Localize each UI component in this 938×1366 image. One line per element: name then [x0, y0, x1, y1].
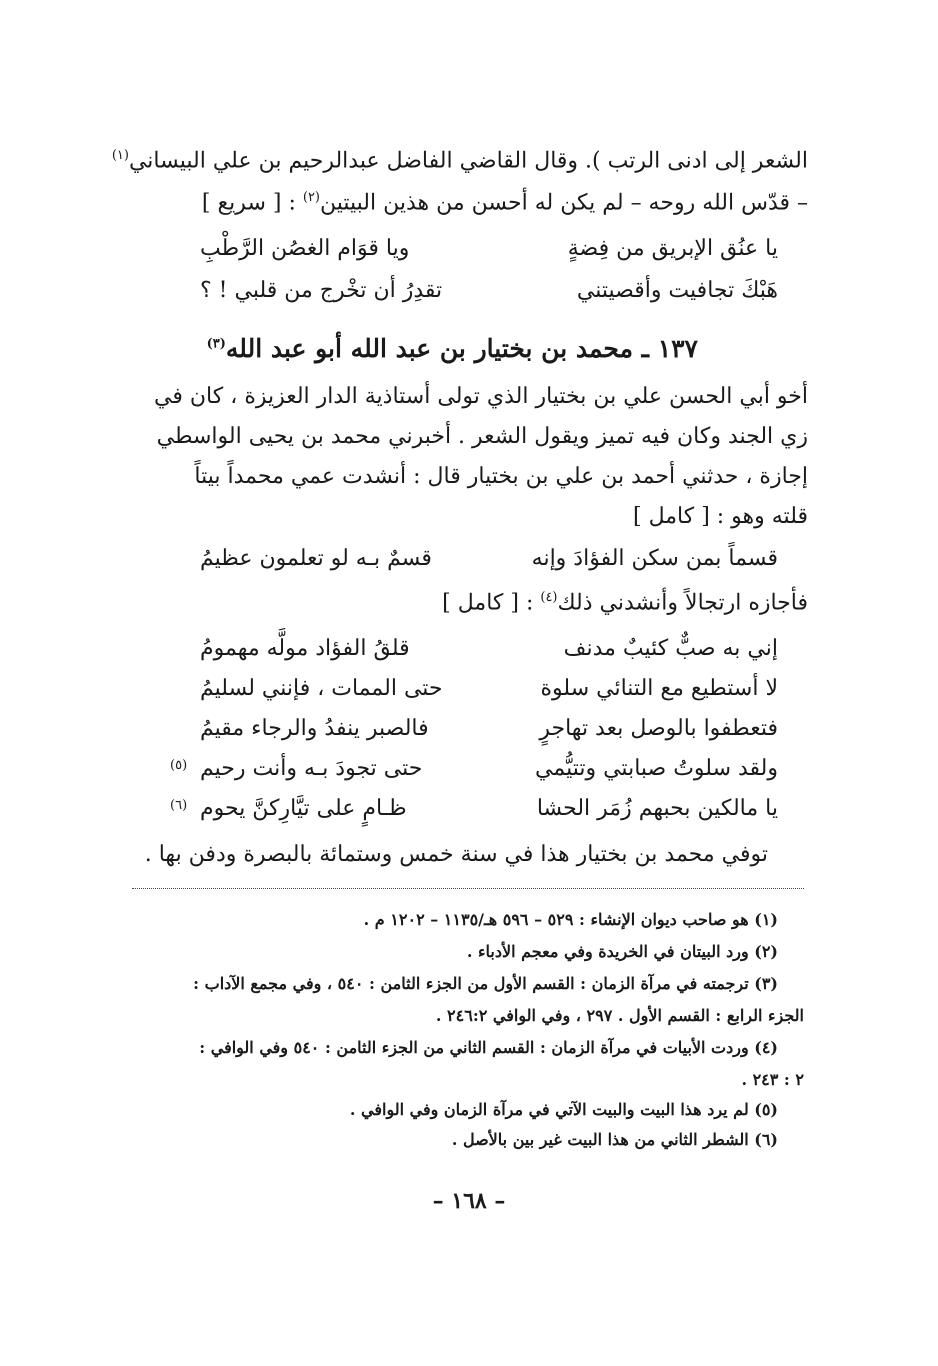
footnote: (١) هو صاحب ديوان الإنشاء : ٥٢٩ – ٥٩٦ هـ/١١٣٥ – ١٢٠٢ م . [363, 910, 778, 929]
verse-hemistich-left: فالصبر ينفدُ والرجاء مقيمُ [200, 716, 429, 741]
footnote: (٤) وردت الأبيات في مرآة الزمان : القسم الثاني من الجزء الثامن : ٥٤٠ وفي الوافي : [199, 1038, 778, 1057]
verse-hemistich-right: فتعطفوا بالوصل بعد تهاجرٍ [539, 716, 778, 741]
prose-text: الشعر إلى ادنى الرتب ). وقال القاضي الفاضل عبدالرحيم بن علي البيساني [128, 148, 808, 174]
footnote-continuation: ٢ : ٢٤٣ . [741, 1070, 804, 1089]
footnote-continuation: الجزء الرابع : القسم الأول . ٢٩٧ ، وفي الوافي ٢٤٦:٢ . [435, 1006, 804, 1025]
meter-label: : [ كامل ] [442, 590, 534, 616]
meter-label: : [ سريع ] [201, 190, 296, 216]
footnote-marker: (٢) [302, 190, 320, 205]
paragraph-line: زي الجند وكان فيه تميز ويقول الشعر . أخبرني محمد بن يحيى الواسطي [156, 424, 808, 449]
prose-line-2 [202, 190, 808, 215]
footnote: (٦) الشطر الثاني من هذا البيت غير بين بالأصل . [451, 1130, 778, 1149]
footnote-marker: (٣) [206, 336, 226, 352]
entry-heading [207, 334, 698, 363]
paragraph-line: أخو أبي الحسن علي بن بختيار الذي تولى أستاذية الدار العزيزة ، كان في [154, 384, 808, 409]
verse-hemistich-left: حتى تجودَ بـه وأنت رحيم [200, 756, 423, 781]
verse-hemistich-left: ظـامٍ على تيَّارِكنَّ يحوم [200, 796, 407, 821]
verse-hemistich-left: تقدِرُ أن تخْرج من قلبي ! ؟ [200, 278, 443, 303]
footnote-separator [132, 888, 804, 889]
footnote-marker: (٦) [170, 798, 188, 813]
verse-hemistich-left: حتى الممات ، فإنني لسليمُ [200, 676, 443, 701]
prose-line-intro [442, 590, 808, 615]
verse-hemistich-right: يا عنُق الإبريق من فِضةٍ [567, 236, 778, 261]
prose-text: فأجازه ارتجالاً وأنشدني ذلك [557, 590, 808, 616]
verse-hemistich-left: ويا قوَام الغصُن الرَّطْبِ [200, 236, 410, 261]
verse-hemistich-right: هَبْكَ تجافيت وأقصيتني [576, 278, 778, 303]
verse-hemistich-left: قلقُ الفؤاد مولَّه مهمومُ [200, 636, 410, 661]
footnote-marker: (٤) [540, 590, 558, 605]
prose-text: – قدّس الله روحه – لم يكن له أحسن من هذين البيتين [320, 190, 808, 216]
verse-hemistich-right: قسماً بمن سكن الفؤادَ وإنه [531, 546, 778, 571]
footnote: (٣) ترجمته في مرآة الزمان : القسم الأول من الجزء الثامن : ٥٤٠ ، وفي مجمع الآداب : [193, 974, 778, 993]
verse-hemistich-right: إني به صبٌّ كئيبٌ مدنف [563, 636, 778, 661]
paragraph-line: إجازة ، حدثني أحمد بن علي بن بختيار قال : أنشدت عمي محمداً بيتاً [194, 464, 808, 489]
footnote: (٥) لم يرد هذا البيت والبيت الآتي في مرآة الزمان وفي الوافي . [349, 1100, 778, 1119]
closing-line: توفي محمد بن بختيار هذا في سنة خمس وستمائة بالبصرة ودفن بها . [144, 842, 768, 867]
paragraph-line: قلته وهو : [ كامل ] [633, 504, 808, 529]
verse-hemistich-left: قسمٌ بـه لو تعلمون عظيمُ [200, 546, 432, 571]
footnote-marker: (٥) [170, 758, 188, 773]
footnote-marker: (١) [111, 148, 129, 163]
verse-hemistich-right: ولقد سلوتُ صبابتي وتتيُّمي [535, 756, 778, 781]
prose-line-1 [112, 148, 808, 173]
page-number: – ١٦٨ – [432, 1188, 506, 1214]
entry-heading-text: ١٣٧ ـ محمد بن بختيار بن عبد الله أبو عبد الله [225, 334, 698, 363]
verse-hemistich-right: لا أستطيع مع التنائي سلوة [540, 676, 778, 701]
verse-hemistich-right: يا مالكين بحبهم زُمَر الحشا [536, 796, 778, 821]
footnote: (٢) ورد البيتان في الخريدة وفي معجم الأدباء . [466, 942, 778, 961]
